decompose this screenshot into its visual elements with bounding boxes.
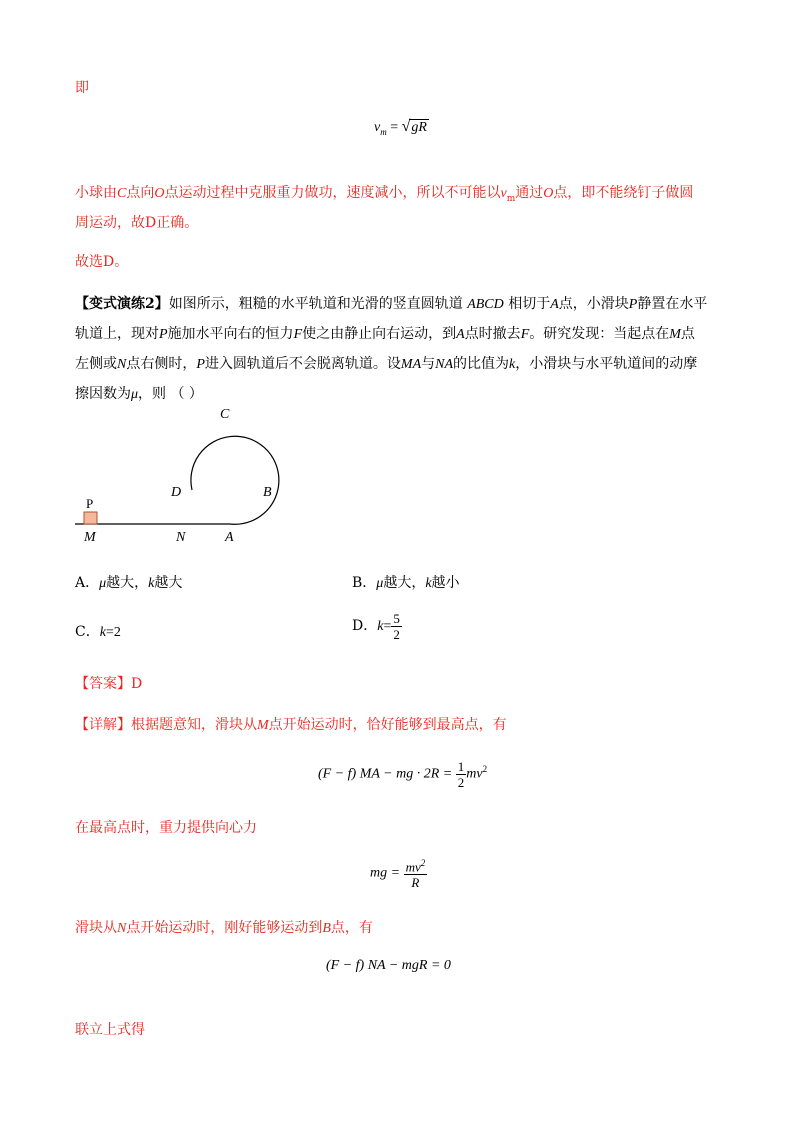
label-n: N bbox=[176, 530, 186, 545]
t: 越大， bbox=[383, 575, 426, 591]
t: 点时撤去 bbox=[464, 326, 521, 342]
t: N bbox=[117, 921, 127, 936]
t: 越大 bbox=[154, 575, 183, 591]
t: =2 bbox=[105, 625, 121, 640]
t: 擦因数为 bbox=[75, 386, 131, 402]
t: k bbox=[377, 619, 384, 634]
t: 点运动过程中克服重力做功，速度减小，所以不可能以 bbox=[164, 185, 501, 201]
t: C． bbox=[75, 624, 100, 640]
sqrt-sign-icon: √ bbox=[401, 118, 411, 135]
fraction-1-2 bbox=[456, 759, 467, 790]
t: A． bbox=[75, 575, 100, 591]
para1-line2: 周运动，故D正确。 bbox=[75, 215, 199, 231]
eq1-sqrt-body: gR bbox=[411, 120, 427, 135]
t: 轨道上，现对 bbox=[75, 326, 159, 342]
t: 左侧或 bbox=[75, 356, 117, 372]
t: P bbox=[196, 357, 205, 372]
final-line: 联立上式得 bbox=[75, 1022, 145, 1038]
t: 1 bbox=[457, 758, 465, 774]
equation-energy-n: (F − f) NA − mgR = 0 bbox=[326, 958, 451, 973]
exercise-line1 bbox=[75, 294, 707, 315]
t: NA bbox=[435, 357, 454, 372]
t: 。研究发现：当起点在 bbox=[529, 326, 670, 342]
slider-block bbox=[84, 512, 97, 524]
t: 滑块从 bbox=[75, 920, 117, 936]
t: D． bbox=[352, 618, 378, 634]
option-d[interactable] bbox=[352, 610, 402, 643]
t: 点向 bbox=[126, 185, 155, 201]
t: A bbox=[456, 327, 465, 342]
t: 2 bbox=[482, 764, 488, 774]
t: M bbox=[669, 327, 681, 342]
answer: 【答案】D bbox=[75, 676, 143, 692]
t: 使之由静止向右运动，到 bbox=[302, 326, 457, 342]
t: = bbox=[383, 619, 392, 634]
eq1-v: v bbox=[374, 120, 381, 135]
para-n bbox=[75, 918, 373, 939]
t: 越小 bbox=[431, 575, 460, 591]
t: 【详解】 bbox=[75, 717, 131, 733]
t: 施加水平向右的恒力 bbox=[167, 326, 294, 342]
t: k bbox=[99, 625, 106, 640]
track-figure bbox=[70, 400, 310, 550]
t: 点，有 bbox=[330, 920, 373, 936]
t: MA bbox=[400, 357, 422, 372]
t: F bbox=[520, 327, 530, 342]
t: 根据题意知，滑块从 bbox=[131, 717, 257, 733]
option-c[interactable] bbox=[75, 622, 121, 643]
circular-track bbox=[191, 436, 279, 524]
fraction-mv2-r bbox=[404, 856, 428, 890]
t: N bbox=[117, 357, 127, 372]
exercise-line2 bbox=[75, 324, 695, 345]
t: O bbox=[154, 186, 165, 201]
text-ji: 即 bbox=[75, 80, 89, 96]
t: 点，小滑块 bbox=[558, 296, 629, 312]
t: 5 bbox=[393, 610, 400, 626]
t: mv bbox=[405, 859, 421, 875]
t: F bbox=[293, 327, 303, 342]
choose-d: 故选D。 bbox=[75, 254, 129, 270]
label-c: C bbox=[220, 407, 230, 422]
t: (F − f) MA − mg · 2R = bbox=[318, 766, 456, 782]
para-top: 在最高点时，重力提供向心力 bbox=[75, 820, 257, 836]
t: P bbox=[159, 327, 168, 342]
equation-vm bbox=[374, 118, 429, 137]
t: M bbox=[257, 718, 269, 733]
t: 静置在水平 bbox=[637, 296, 708, 312]
t: μ bbox=[99, 576, 107, 591]
t: v bbox=[500, 186, 507, 201]
label-p: P bbox=[86, 496, 94, 511]
label-a: A bbox=[225, 530, 234, 545]
label-d: D bbox=[171, 485, 182, 500]
t: ，则 （ ） bbox=[138, 386, 203, 402]
t: 点，即不能绕钉子做圆 bbox=[553, 185, 694, 201]
t: 越大， bbox=[106, 575, 149, 591]
t: 通过 bbox=[515, 185, 544, 201]
detail-line bbox=[75, 715, 507, 736]
eq1-sub: m bbox=[380, 126, 387, 137]
t: 的比值为 bbox=[453, 356, 510, 372]
t: 2 bbox=[393, 626, 400, 642]
t: 如图所示，粗糙的水平轨道和光滑的竖直圆轨道 bbox=[168, 296, 463, 312]
t: 与 bbox=[421, 356, 436, 372]
t: O bbox=[543, 186, 554, 201]
t: μ bbox=[131, 387, 139, 402]
t: 相切于 bbox=[508, 296, 551, 312]
t: A bbox=[550, 297, 559, 312]
t: 2 bbox=[457, 774, 465, 790]
label-b: B bbox=[263, 485, 272, 500]
t: B． bbox=[352, 575, 377, 591]
t: 点开始运动时，恰好能够到最高点，有 bbox=[268, 717, 507, 733]
t: k bbox=[425, 576, 432, 591]
equation-centripetal bbox=[370, 856, 427, 890]
t: 点 bbox=[680, 326, 695, 342]
label-m: M bbox=[84, 530, 96, 545]
t: C bbox=[117, 186, 127, 201]
t: μ bbox=[376, 576, 384, 591]
t: R bbox=[411, 875, 420, 891]
t: mg = bbox=[370, 865, 404, 881]
exercise-tag: 【变式演练2】 bbox=[75, 296, 169, 312]
t: P bbox=[628, 297, 638, 312]
fraction-5-2 bbox=[391, 611, 402, 642]
t: k bbox=[509, 357, 516, 372]
t: 点右侧时， bbox=[126, 356, 197, 372]
option-b[interactable] bbox=[352, 573, 460, 594]
t: 进入圆轨道后不会脱离轨道。设 bbox=[204, 356, 401, 372]
t: 2 bbox=[420, 858, 426, 868]
eq1-eq: = bbox=[386, 120, 402, 135]
t: mv bbox=[466, 766, 483, 782]
t: ABCD bbox=[467, 297, 504, 312]
exercise-line3 bbox=[75, 354, 697, 375]
t: ，小滑块与水平轨道间的动摩 bbox=[515, 356, 698, 372]
t: 点开始运动时，刚好能够运动到 bbox=[126, 920, 323, 936]
para1-line1 bbox=[75, 183, 693, 209]
t: m bbox=[506, 193, 516, 204]
t: B bbox=[322, 921, 331, 936]
equation-energy-m bbox=[318, 752, 487, 792]
t: 小球由 bbox=[75, 185, 117, 201]
t: k bbox=[148, 576, 155, 591]
option-a[interactable] bbox=[75, 573, 182, 594]
